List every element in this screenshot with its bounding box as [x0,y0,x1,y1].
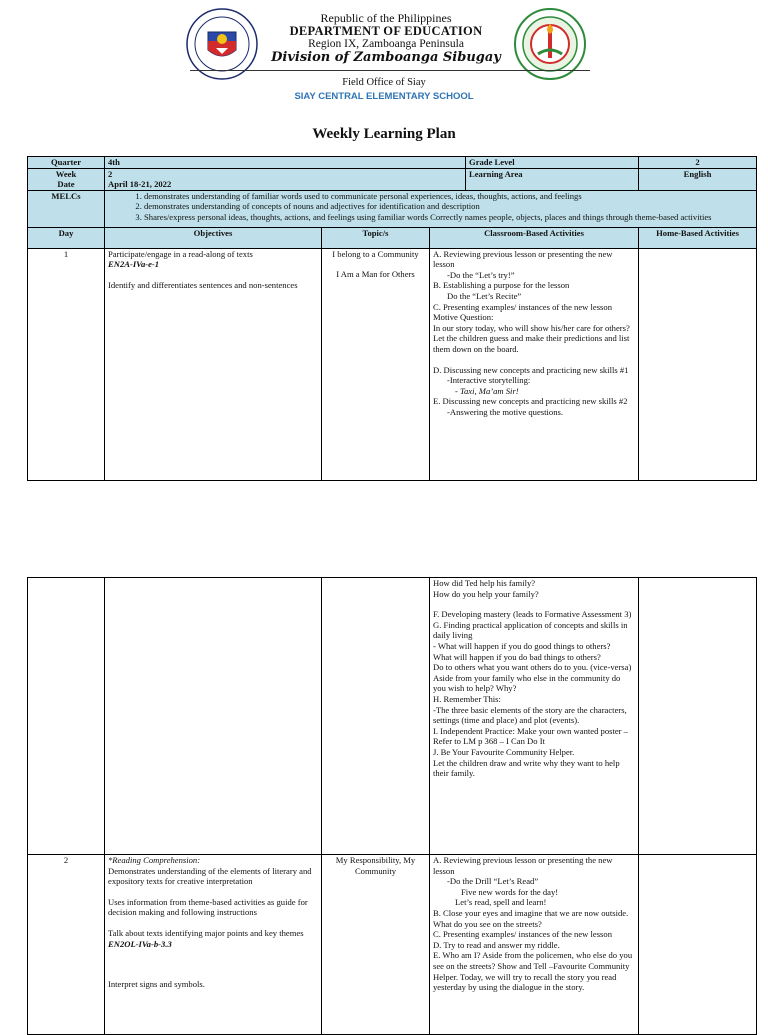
day2-row [28,855,757,1035]
day1-topic1: I belong to a Community [332,248,419,259]
day1-obj2: Identify and differentiates sentences and non-sentences [108,279,298,290]
melcs-list-cell [105,190,757,227]
column-header-row [28,227,757,248]
cont-line: - What will happen if you do good things to others? [433,640,611,651]
day2-number: 2 [28,855,105,1035]
col-topics: Topic/s [322,227,430,248]
week-date-values [105,168,466,190]
day2-obj3-text: Talk about texts identifying major points and key themes [108,927,304,938]
day1-step-e-sub: -Answering the motive questions. [447,406,563,417]
date-value: April 18-21, 2022 [108,179,172,190]
day2-topic: My Responsibility, My Community [335,855,416,876]
day1-motive: Motive Question: [433,312,494,323]
cont-line: How do you help your family? [433,588,539,599]
area-label: Learning Area [466,168,639,190]
day1-home [639,248,757,480]
cont-line: How did Ted help his family? [433,578,536,588]
cont-line: Let the children draw and write why they want to help their family. [433,757,620,779]
day2-home [639,855,757,1035]
day2-obj3 [108,928,318,949]
date-label: Date [57,179,75,190]
day2-obj2: Uses information from theme-based activities as guide for decision making and following instructions [108,896,308,918]
week-value: 2 [108,168,113,179]
quarter-row [28,157,757,169]
quarter-value: 4th [105,157,466,169]
day1-obj1: Participate/engage in a read-along of texts [108,248,253,259]
day1-guess: Let the children guess and make their predictions and list them down on the board. [433,333,630,354]
day1-continued-row [28,578,757,855]
day2-objectives [105,855,322,1035]
field-office: Field Office of Siay [342,77,426,88]
day2-obj-head: *Reading Comprehension: [108,855,201,865]
week-row [28,168,757,190]
day1-cont-objectives [105,578,322,855]
day1-story: - Taxi, Ma’am Sir! [455,385,519,396]
header-text [270,12,502,64]
day2-step-a: A. Reviewing previous lesson or presenting the new lesson [433,855,613,876]
day1-step-d-sub: -Interactive storytelling: [447,375,531,386]
cont-line: J. Be Your Favourite Community Helper. [433,746,575,757]
day1-step-a: A. Reviewing previous lesson or presenting the new lesson [433,248,613,270]
day1-step-c: C. Presenting examples/ instances of the new lesson [433,301,613,312]
melc-item: 2. demonstrates understanding of concepts of nouns and adjectives for identification and description [144,201,753,212]
day1-step-d: D. Discussing new concepts and practicing new skills #1 [433,364,629,375]
cont-line: H. Remember This: [433,693,501,704]
col-objectives: Objectives [105,227,322,248]
day2-obj1: Demonstrates understanding of the elements of literary and expository texts for creative interpretation [108,865,312,887]
page-title: Weekly Learning Plan [312,126,456,142]
day2-obj3-code: EN2OL-IVa-b-3.3 [108,938,172,949]
plan-table-page2 [27,577,757,1035]
day1-motive-q: In our story today, who will show his/her care for others? [433,322,630,333]
day1-cont-topics [322,578,430,855]
col-home: Home-Based Activities [639,227,757,248]
day1-classroom [430,248,639,480]
day2-step-d: D. Try to read and answer my riddle. [433,939,560,950]
cont-line: Aside from your family who else in the community do you wish to help? Why? [433,672,621,694]
day2-obj4: Interpret signs and symbols. [108,979,205,990]
grade-label: Grade Level [466,157,639,169]
region-line: Region IX, Zamboanga Peninsula [308,38,464,50]
day1-step-b: B. Establishing a purpose for the lesson [433,280,570,291]
day1-number: 1 [28,248,105,480]
melcs-row [28,190,757,227]
day1-topic2: I Am a Man for Others [336,269,415,280]
day2-step-e: E. Who am I? Aside from the policemen, who else do you see on the streets? Show and Tell –Favourite Community Helper. Today, we will try to recall the story you read yesterday by using the dialogue in the story. [433,950,633,993]
day1-step-e: E. Discussing new concepts and practicing new skills #2 [433,396,628,407]
quarter-label: Quarter [28,157,105,169]
letterhead [0,0,768,118]
melc-item: 1. demonstrates understanding of familiar words used to communicate personal experiences, ideas, thoughts, actions, and feelings [144,191,753,202]
day1-row [28,248,757,480]
day1-topics [322,248,430,480]
day1-objectives [105,248,322,480]
day1-cont-classroom [430,578,639,855]
division-line: Division of Zamboanga Sibugay [271,50,501,65]
day2-topics [322,855,430,1035]
cont-line: I. Independent Practice: Make your own wanted poster – Refer to LM p 368 – I Can Do It [433,725,628,747]
school-name: SIAY CENTRAL ELEMENTARY SCHOOL [294,91,474,102]
area-value: English [639,168,757,190]
plan-table-page1 [27,156,757,481]
header-divider [190,70,590,71]
week-date-labels [28,168,105,190]
day1-cont-day [28,578,105,855]
day2-step-b: B. Close your eyes and imagine that we are now outside. What do you see on the streets? [433,907,629,929]
melc-item: 3. Shares/express personal ideas, thoughts, actions, and feelings using familiar words Correctly names people, objects, places and things through theme-based activities [144,212,753,223]
day1-obj1-code: EN2A-IVa-e-1 [108,259,160,270]
cont-line: What will happen if you do bad things to others? [433,651,601,662]
week-label: Week [55,168,77,179]
grade-value: 2 [639,157,757,169]
day2-step-a-sub3: Let’s read, spell and learn! [455,897,547,908]
day1-step-a-sub: -Do the “Let’s try!” [447,269,515,280]
col-day: Day [28,227,105,248]
cont-line: Do to others what you want others do to you. (vice-versa) [433,662,632,673]
cont-line: -The three basic elements of the story are the characters, settings (time and place) and plot (events). [433,704,627,726]
day2-step-c: C. Presenting examples/ instances of the new lesson [433,929,613,940]
department-line: DEPARTMENT OF EDUCATION [289,24,483,38]
day1-cont-home [639,578,757,855]
melcs-label: MELCs [28,190,105,227]
day1-step-b-sub: Do the “Let’s Recite” [447,290,522,301]
day2-step-a-sub: -Do the Drill “Let’s Read” [447,876,539,887]
cont-line: F. Developing mastery (leads to Formative Assessment 3) [433,609,632,620]
col-classroom: Classroom-Based Activities [430,227,639,248]
melcs-list [108,191,753,223]
cont-line: G. Finding practical application of concepts and skills in daily living [433,619,628,641]
republic-line: Republic of the Philippines [320,11,452,25]
day2-classroom [430,855,639,1035]
day2-step-a-sub2: Five new words for the day! [461,886,559,897]
